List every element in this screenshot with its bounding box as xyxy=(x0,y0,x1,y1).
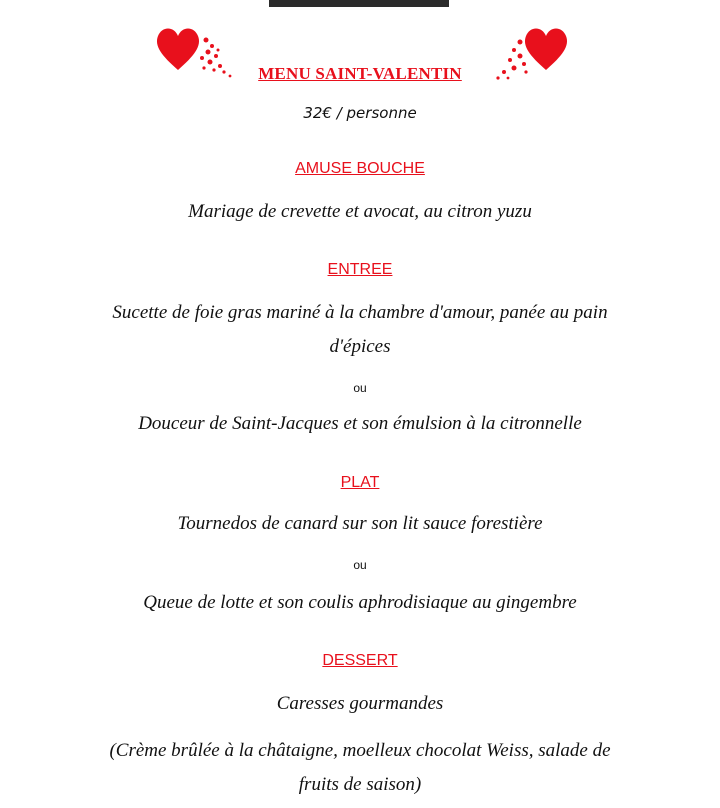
menu-header xyxy=(0,64,720,84)
menu-price: 32€ / personne xyxy=(303,104,417,122)
top-bar xyxy=(269,0,449,7)
section-title-entree: ENTREE xyxy=(327,261,393,278)
dish-dessert-2-line-1: (Crème brûlée à la châtaigne, moelleux chocolat Weiss, salade de xyxy=(109,740,611,761)
section-title-plat: PLAT xyxy=(340,474,380,491)
section-title-dessert: DESSERT xyxy=(322,652,398,669)
dish-entree-1-line-1: Sucette de foie gras mariné à la chambre d'amour, panée au pain xyxy=(112,302,608,323)
dish-entree-2: Douceur de Saint-Jacques et son émulsion à la citronnelle xyxy=(138,413,582,434)
separator-or: ou xyxy=(353,558,367,572)
dish-dessert-2-line-2: fruits de saison) xyxy=(298,774,422,795)
separator-or: ou xyxy=(353,381,367,395)
dish-entree-1-line-2: d'épices xyxy=(329,336,391,357)
menu-title: MENU SAINT-VALENTIN xyxy=(258,64,462,83)
section-title-amuse-bouche: AMUSE BOUCHE xyxy=(295,160,425,177)
dish-plat-2: Queue de lotte et son coulis aphrodisiaque au gingembre xyxy=(143,592,577,613)
dish-dessert-1: Caresses gourmandes xyxy=(276,693,444,714)
dish-plat-1: Tournedos de canard sur son lit sauce forestière xyxy=(177,513,543,534)
dish-amuse-bouche: Mariage de crevette et avocat, au citron yuzu xyxy=(188,201,532,222)
